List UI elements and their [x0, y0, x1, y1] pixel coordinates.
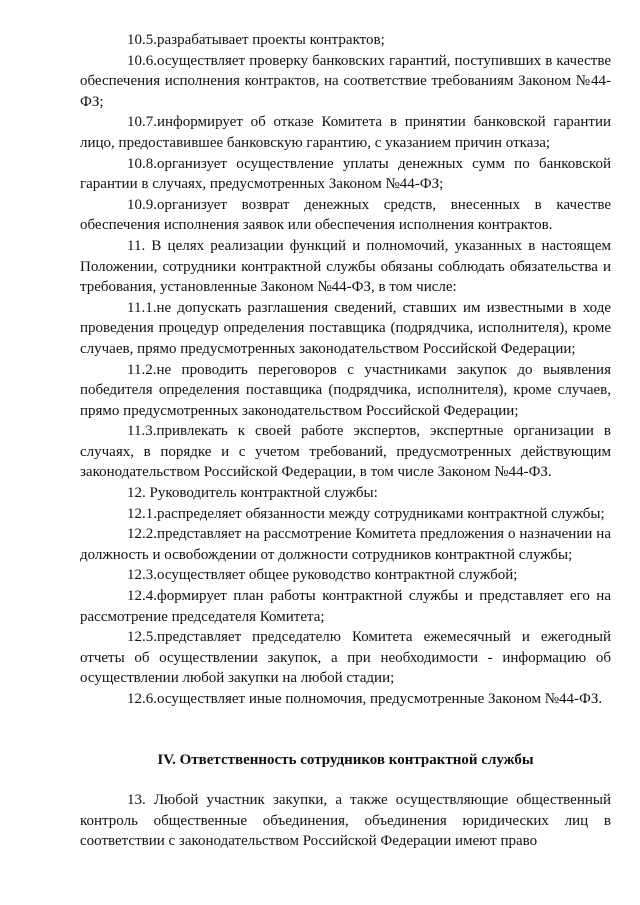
- clause-10-9: 10.9.организует возврат денежных средств, внесенных в качестве обеспечения исполнения заявок или обеспечения исполнения контрактов.: [80, 196, 611, 234]
- clause-13: 13. Любой участник закупки, а также осуществляющие общественный контроль общественные объединения, объединения юридических лиц в соответствии с законодательством Российской Федерации имеют право: [80, 792, 611, 850]
- clause-12-1: 12.1.распределяет обязанности между сотрудниками контрактной службы;: [127, 505, 605, 522]
- clause-11-3: 11.3.привлекать к своей работе экспертов, экспертные организации в случаях, в порядке и с учетом требований, предусмотренных действующим законодательством Российской Федерации, в том числе Законом №44-ФЗ.: [80, 423, 611, 481]
- clause-10-6: 10.6.осуществляет проверку банковских гарантий, поступивших в качестве обеспечения исполнения контрактов, на соответствие требованиям Законом №44-ФЗ;: [80, 52, 611, 110]
- clause-10-5: 10.5.разрабатывает проекты контрактов;: [127, 32, 385, 48]
- clause-10-7: 10.7.информирует об отказе Комитета в принятии банковской гарантии лицо, предоставившее банковскую гарантию, с указанием причин отказа;: [80, 114, 611, 151]
- document-page: [80, 0, 611, 905]
- clause-11: 11. В целях реализации функций и полномочий, указанных в настоящем Положении, сотрудники контрактной службы обязаны соблюдать обязательства и требования, установленные Законом №44-ФЗ, в том числе:: [80, 237, 611, 296]
- clause-12: 12. Руководитель контрактной службы:: [127, 485, 378, 502]
- clause-12-3: 12.3.осуществляет общее руководство контрактной службой;: [127, 567, 518, 584]
- clause-12-6: 12.6.осуществляет иные полномочия, предусмотренные Законом №44-ФЗ.: [127, 691, 603, 707]
- section-heading: IV. Ответственность сотрудников контрактной службы: [157, 751, 534, 768]
- clause-10-8: 10.8.организует осуществление уплаты денежных сумм по банковской гарантии в случаях, предусмотренных Законом №44-ФЗ;: [80, 155, 611, 193]
- clause-11-2: 11.2.не проводить переговоров с участниками закупок до выявления победителя определения поставщика (подрядчика, исполнителя), кроме случаев, прямо предусмотренных законодательством Российской Федерации;: [80, 361, 611, 419]
- clause-12-5: 12.5.представляет председателю Комитета ежемесячный и ежегодный отчеты об осуществлении закупок, а при необходимости - информацию об осуществлении любой закупки на любой стадии;: [80, 629, 611, 687]
- clause-11-1: 11.1.не допускать разглашения сведений, ставших им известными в ходе проведения процедур определения поставщика (подрядчика, исполнителя), кроме случаев, прямо предусмотренных законодательством Российской Федерации;: [80, 299, 611, 357]
- clause-12-2: 12.2.представляет на рассмотрение Комитета предложения о назначении на должность и освобождении от должности сотрудников контрактной службы;: [80, 526, 611, 563]
- clause-12-4: 12.4.формирует план работы контрактной службы и представляет его на рассмотрение председателя Комитета;: [80, 588, 611, 625]
